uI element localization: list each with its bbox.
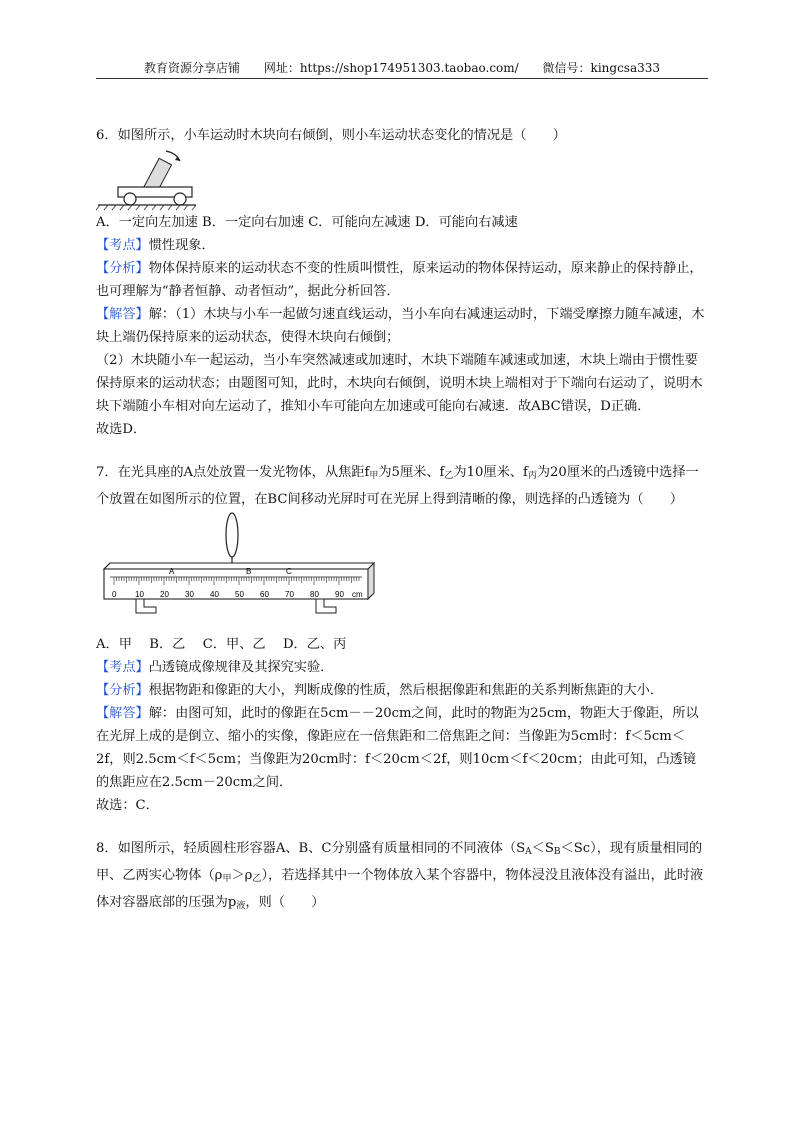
point-c-label: C [286,567,292,576]
q6-options: A．一定向左加速 B．一定向右加速 C．可能向左减速 D．可能向右减速 [96,215,518,230]
q7-stem-a: 7．在光具座的A点处放置一发光物体，从焦距f [96,465,370,480]
q6-kaodian-tag: 【考点】 [96,238,149,253]
q7-fenxi-text: 根据物距和像距的大小，判断成像的性质，然后根据像距和焦距的关系判断焦距的大小． [148,683,664,698]
q6-answer: 故选D． [96,422,147,437]
q8-stem-c: ＜Sc），现有质量相同的甲、乙两实心物体（ρ [96,841,703,883]
q7-sub-jia: 甲 [369,471,379,481]
wechat-id: 微信号：kingcsa333 [542,61,661,75]
ruler-tick-label: 70 [285,590,294,599]
document-body [96,124,708,918]
q7-stem-c: 为10厘米、f [453,465,528,480]
ruler-tick-label: 20 [160,590,169,599]
ruler-tick-label: 60 [260,590,269,599]
q7-options: A．甲 B．乙 C．甲、乙 D．乙、丙 [96,637,347,652]
q8-stem-f: ，则（ ） [245,895,325,910]
q7-sub-bing: 丙 [527,471,537,481]
ruler-tick-label: 10 [135,590,144,599]
shop-name: 教育资源分享店铺 [143,61,240,75]
point-b-label: B [246,567,252,576]
ruler-tick-label: 40 [210,590,219,599]
q6-fenxi [96,257,708,303]
q6-jieda [96,303,708,349]
ruler-tick-label: 30 [185,590,194,599]
ruler-tick-label: 80 [310,590,319,599]
q6-cart-figure [96,147,196,211]
q7-jieda-text: 解：由图可知，此时的像距在5cm－－20cm之间，此时的物距为25cm，物距大于像距，所以在光屏上成的是倒立、缩小的实像，像距应在一倍焦距和二倍焦距之间：当像距为5cm时：f＜5cm＜2f，则2.5cm＜f＜5cm；当像距为20cm时：f＜20cm＜2f，则10cm＜f＜20cm；由此可知，凸透镜的焦距应在2.5cm－20cm之间． [96,706,699,790]
q7-jieda-tag: 【解答】 [96,706,149,721]
q7-kaodian-tag: 【考点】 [96,660,149,675]
q6-stem: 6．如图所示，小车运动时木块向右倾倒，则小车运动状态变化的情况是（ ） [96,128,566,143]
q6-jieda-tag: 【解答】 [96,307,149,322]
q8-sub-a: A [525,847,532,857]
q7-jieda [96,702,708,794]
point-a-label: A [169,567,175,576]
q8-stem-b: ＜S [531,841,554,856]
header-divider [96,78,708,79]
q6-jieda-text-1: 解：（1）木块与小车一起做匀速直线运动，当小车向右减速运动时，下端受摩擦力随车减速，木块上端仍保持原来的运动状态，使得木块向右倾倒； [96,307,705,345]
page-header [96,60,708,76]
q8-stem-d: ＞ρ [231,868,253,883]
ruler-tick-label: 0 [112,590,117,599]
q6-fenxi-text: 物体保持原来的运动状态不变的性质叫惯性，原来运动的物体保持运动，原来静止的保持静止，也可理解为“静者恒静、动者恒动”，据此分析回答． [96,261,703,299]
q7-answer: 故选：C． [96,798,159,813]
q8-stem [96,837,708,918]
q7-sub-yi: 乙 [444,471,454,481]
q7-kaodian [96,656,708,679]
q6-fenxi-tag: 【分析】 [96,261,149,276]
q7-stem [96,461,708,511]
q8-sub-yi: 乙 [252,874,262,884]
shop-url: 网址：https://shop174951303.taobao.com/ [263,61,519,75]
q8-stem-a: 8．如图所示，轻质圆柱形容器A、B、C分别盛有质量相同的不同液体（S [96,841,526,856]
ruler-tick-label: 50 [235,590,244,599]
q8-sub-jia: 甲 [222,874,232,884]
q7-stem-d: 为20厘米的凸透镜中选择一个放置在如图所示的位置，在BC间移动光屏时可在光屏上得到清晰的像，则选择的凸透镜为（ ） [96,465,699,507]
ruler-unit: cm [352,590,363,599]
q8-sub-b: B [553,847,561,857]
q7-kaodian-text: 凸透镜成像规律及其探究实验． [148,660,334,675]
q7-stem-b: 为5厘米、f [378,465,445,480]
q8-stem-e: ），若选择其中一个物体放入某个容器中，物体浸没且液体没有溢出，此时液体对容器底部的压强为p [96,868,704,910]
q6-jieda-2: （2）木块随小车一起运动，当小车突然减速或加速时，木块下端随车减速或加速，木块上端由于惯性要保持原来的运动状态；由题图可知，此时，木块向右倾倒，说明木块上端相对于下端向右运动了，说明木块下端随小车相对向左运动了，推知小车可能向左加速或可能向右减速．故ABC错误，D正确． [96,353,703,414]
q6-kaodian [96,234,708,257]
q7-optical-bench-figure [96,511,386,633]
q7-fenxi-tag: 【分析】 [96,683,149,698]
q8-sub-ye: 液 [236,901,246,911]
q6-kaodian-text: 惯性现象． [148,238,215,253]
ruler-tick-label: 90 [335,590,344,599]
q7-fenxi [96,679,708,702]
